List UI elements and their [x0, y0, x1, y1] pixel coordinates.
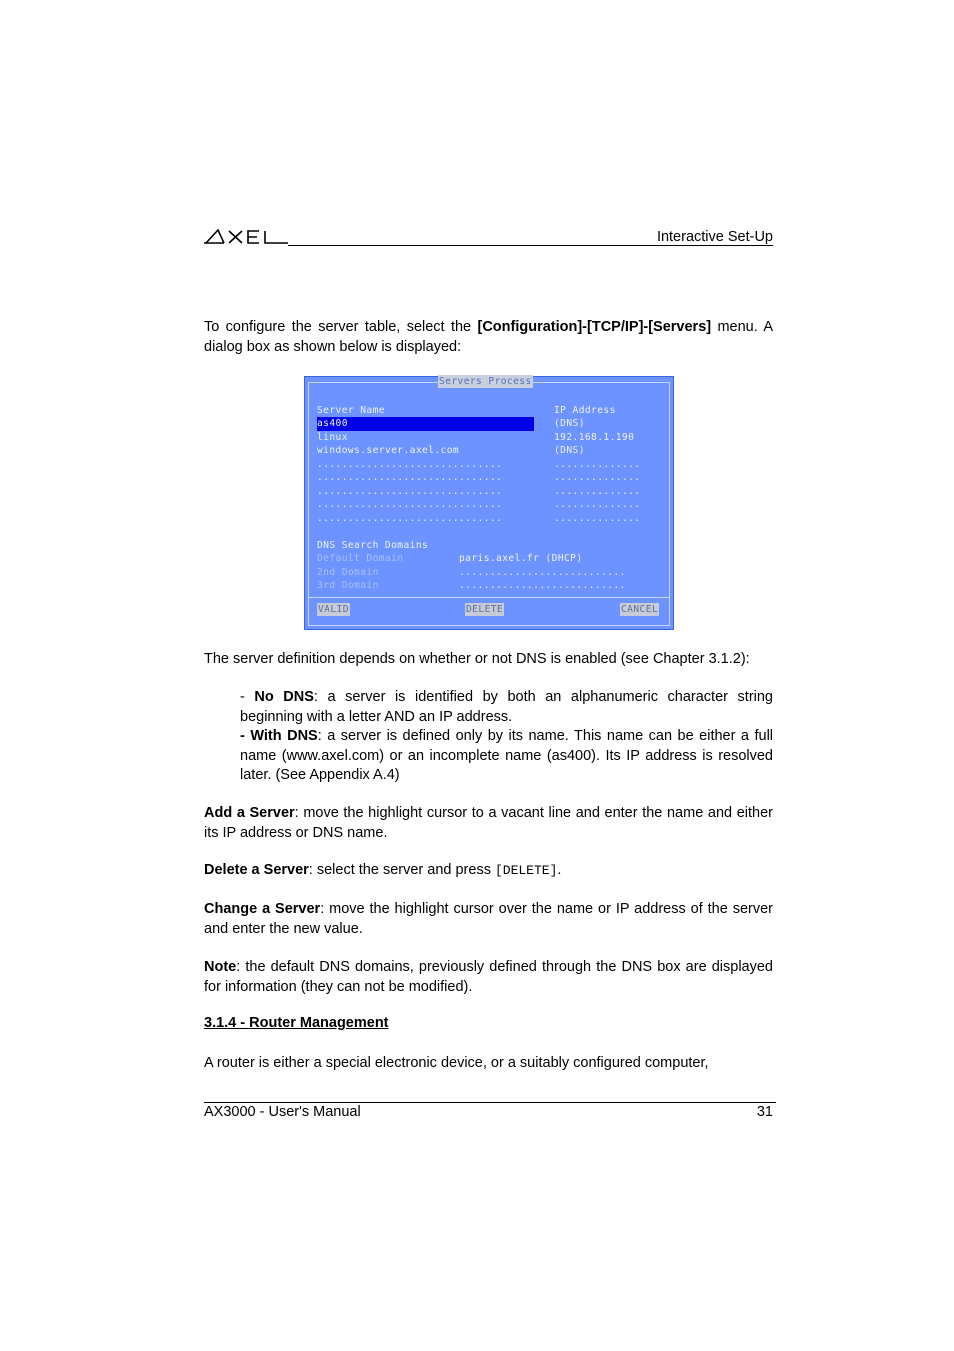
page-number: 31: [756, 1104, 773, 1120]
dialog-separator: [308, 597, 670, 598]
intro-paragraph: [204, 318, 773, 357]
no-dns-text: : a server is identified by both an alphanumeric character string beginning with a letter AND an IP address.: [240, 689, 773, 725]
no-dns-label: No DNS: [254, 689, 314, 705]
menu-path: [Configuration]-[TCP/IP]-[Servers]: [477, 319, 712, 335]
col-ip-address: IP Address: [554, 405, 616, 416]
col-server-name: Server Name: [317, 405, 385, 416]
delete-key: [DELETE]: [494, 863, 558, 878]
delete-button[interactable]: DELETE: [466, 604, 504, 615]
server-ip-cell[interactable]: (DNS): [554, 418, 585, 429]
server-ip-cell[interactable]: ..............: [554, 512, 641, 524]
intro-text-2: menu. A dialog box as shown below is displayed:: [204, 319, 773, 355]
with-dns-label: With DNS: [250, 728, 318, 744]
intro-text-1: To configure the server table, select the: [204, 319, 478, 335]
note-paragraph: [204, 958, 773, 997]
axel-logo: [204, 224, 294, 246]
definition-paragraph: The server definition depends on whether or not DNS is enabled (see Chapter 3.1.2):: [204, 651, 750, 667]
cancel-button[interactable]: CANCEL: [621, 604, 659, 615]
server-name-cell[interactable]: ..............................: [317, 512, 503, 524]
server-ip-cell[interactable]: (DNS): [554, 445, 585, 456]
section-heading: 3.1.4 - Router Management: [204, 1015, 389, 1031]
row-highlight: [317, 417, 534, 431]
axel-logo-graphic: [204, 224, 294, 246]
server-name-cell[interactable]: ..............................: [317, 485, 503, 497]
bullet-with-dns: - With DNS: a server is defined only by its name. This name can be either a full name (www.axel.com) or an incomplete name (as400). Its IP address is resolved later. (See Appendix A.4): [240, 728, 774, 783]
header-rule: [288, 245, 773, 246]
dialog-title: Servers Process: [439, 376, 532, 387]
dns-value-3rd: ...........................: [459, 580, 626, 591]
delete-server-label: Delete a Server: [204, 862, 309, 878]
dns-label-3rd: 3rd Domain: [317, 580, 379, 591]
logo-text: [204, 224, 205, 225]
section-title: Interactive Set-Up: [656, 229, 773, 245]
delete-server-paragraph: [204, 861, 773, 881]
server-name-cell[interactable]: ..............................: [317, 499, 503, 510]
server-ip-cell[interactable]: 192.168.1.190: [554, 431, 635, 443]
dns-value-default: paris.axel.fr (DHCP): [459, 553, 583, 564]
bullet-no-dns: - No DNS: a server is identified by both an alphanumeric character string beginning with a letter AND an IP address.: [240, 689, 773, 725]
change-server-text: : move the highlight cursor over the name or IP address of the server and enter the new value.: [204, 901, 773, 937]
add-server-text: : move the highlight cursor to a vacant line and enter the name and either its IP address or DNS name.: [204, 805, 773, 841]
server-ip-cell[interactable]: ..............: [554, 472, 641, 483]
valid-button[interactable]: VALID: [318, 604, 349, 615]
footer-rule: [204, 1102, 776, 1103]
dns-header: DNS Search Domains: [317, 540, 429, 551]
server-name-cell[interactable]: ..............................: [317, 458, 503, 470]
server-ip-cell[interactable]: ..............: [554, 458, 641, 470]
add-server-paragraph: [204, 804, 773, 843]
note-label: Note: [204, 959, 237, 975]
note-text: : the default DNS domains, previously defined through the DNS box are displayed for information (they can not be modified).: [204, 959, 773, 995]
dns-label-2nd: 2nd Domain: [317, 567, 379, 578]
dns-label-default: Default Domain: [317, 553, 404, 564]
router-paragraph: A router is either a special electronic device, or a suitably configured computer,: [204, 1055, 709, 1071]
server-ip-cell[interactable]: ..............: [554, 499, 641, 510]
manual-title: AX3000 - User's Manual: [204, 1104, 361, 1120]
change-server-paragraph: [204, 900, 773, 939]
server-name-cell[interactable]: as400: [317, 418, 348, 429]
server-name-cell[interactable]: ..............................: [317, 472, 503, 483]
add-server-label: Add a Server: [204, 805, 295, 821]
with-dns-text: : a server is defined only by its name. This name can be either a full name (www.axel.com) or an incomplete name (as400). Its IP address is resolved later. (See Appendix A.4): [240, 728, 774, 783]
dns-value-2nd: ...........................: [459, 567, 626, 578]
change-server-label: Change a Server: [204, 901, 321, 917]
delete-end: .: [557, 862, 562, 878]
server-name-cell[interactable]: windows.server.axel.com: [317, 445, 460, 456]
server-ip-cell[interactable]: ..............: [554, 485, 641, 497]
server-name-cell[interactable]: linux: [317, 431, 348, 443]
delete-server-text: : select the server and press: [308, 862, 495, 878]
servers-dialog: [304, 376, 674, 630]
